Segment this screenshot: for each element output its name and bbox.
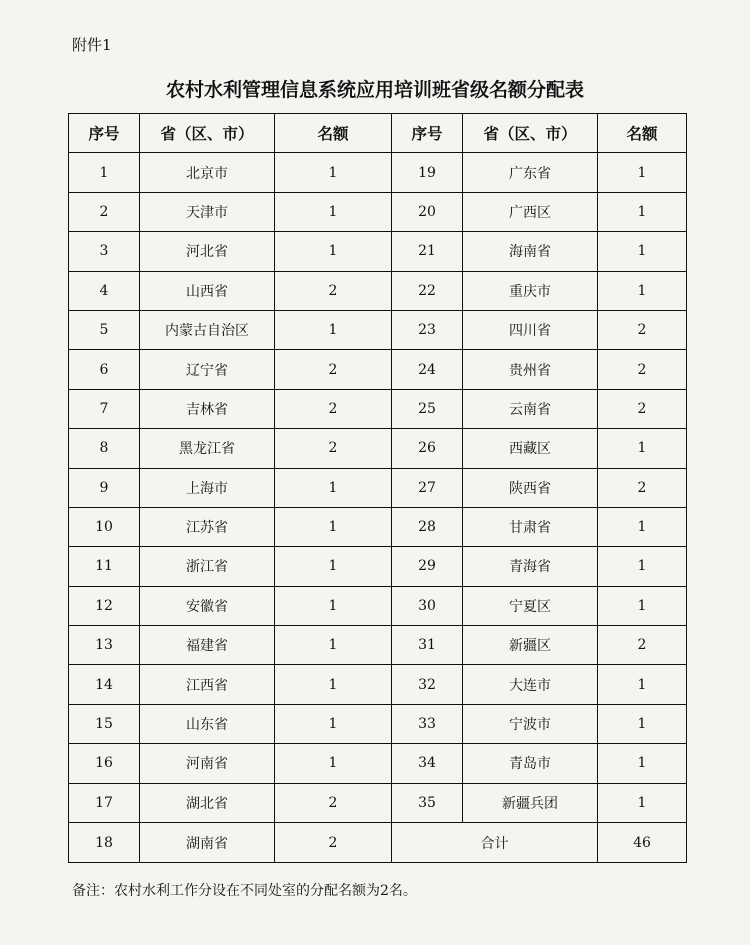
table-row — [69, 310, 687, 349]
quota-value: 2 — [275, 350, 392, 389]
region-name: 天津市 — [140, 192, 275, 231]
row-number: 2 — [69, 192, 140, 231]
row-number: 25 — [392, 389, 463, 428]
quota-value: 2 — [598, 350, 687, 389]
footnote: 备注：农村水利工作分设在不同处室的分配名额为2名。 — [72, 883, 417, 899]
header-region-left: 省（区、市） — [140, 114, 275, 153]
region-name: 北京市 — [140, 153, 275, 192]
region-name: 湖北省 — [140, 783, 275, 822]
quota-value: 2 — [598, 310, 687, 349]
region-name: 广东省 — [463, 153, 598, 192]
quota-value: 1 — [598, 744, 687, 783]
region-name: 重庆市 — [463, 271, 598, 310]
region-name: 山西省 — [140, 271, 275, 310]
row-number: 30 — [392, 586, 463, 625]
table-row — [69, 783, 687, 822]
row-number: 28 — [392, 507, 463, 546]
row-number: 33 — [392, 704, 463, 743]
table-row — [69, 665, 687, 704]
region-name: 内蒙古自治区 — [140, 310, 275, 349]
row-number: 31 — [392, 626, 463, 665]
region-name: 山东省 — [140, 704, 275, 743]
row-number: 8 — [69, 429, 140, 468]
quota-value: 1 — [598, 665, 687, 704]
region-name: 湖南省 — [140, 823, 275, 863]
region-name: 江苏省 — [140, 507, 275, 546]
region-name: 新疆区 — [463, 626, 598, 665]
quota-value: 1 — [598, 192, 687, 231]
row-number: 13 — [69, 626, 140, 665]
row-number: 5 — [69, 310, 140, 349]
region-name: 吉林省 — [140, 389, 275, 428]
row-number: 22 — [392, 271, 463, 310]
region-name: 上海市 — [140, 468, 275, 507]
row-number: 14 — [69, 665, 140, 704]
quota-value: 1 — [598, 153, 687, 192]
quota-value: 2 — [275, 823, 392, 863]
quota-value: 1 — [275, 547, 392, 586]
table-row — [69, 507, 687, 546]
quota-value: 2 — [275, 271, 392, 310]
region-name: 四川省 — [463, 310, 598, 349]
quota-value: 1 — [275, 665, 392, 704]
row-number: 17 — [69, 783, 140, 822]
table-row — [69, 350, 687, 389]
row-number: 29 — [392, 547, 463, 586]
region-name: 宁夏区 — [463, 586, 598, 625]
quota-value: 1 — [598, 586, 687, 625]
attachment-label: 附件1 — [72, 36, 112, 54]
row-number: 6 — [69, 350, 140, 389]
region-name: 青岛市 — [463, 744, 598, 783]
quota-value: 1 — [598, 704, 687, 743]
quota-value: 2 — [598, 626, 687, 665]
total-value: 46 — [598, 823, 687, 863]
region-name: 黑龙江省 — [140, 429, 275, 468]
row-number: 11 — [69, 547, 140, 586]
quota-value: 2 — [275, 429, 392, 468]
document-title: 农村水利管理信息系统应用培训班省级名额分配表 — [165, 79, 584, 101]
region-name: 云南省 — [463, 389, 598, 428]
table-header-row — [69, 114, 687, 153]
quota-value: 1 — [598, 547, 687, 586]
table-row — [69, 626, 687, 665]
quota-value: 2 — [598, 468, 687, 507]
row-number: 7 — [69, 389, 140, 428]
region-name: 贵州省 — [463, 350, 598, 389]
table-row — [69, 704, 687, 743]
row-number: 27 — [392, 468, 463, 507]
header-region-right: 省（区、市） — [463, 114, 598, 153]
row-number: 19 — [392, 153, 463, 192]
region-name: 西藏区 — [463, 429, 598, 468]
row-number: 9 — [69, 468, 140, 507]
table-row — [69, 153, 687, 192]
row-number: 1 — [69, 153, 140, 192]
table-row — [69, 389, 687, 428]
row-number: 10 — [69, 507, 140, 546]
region-name: 江西省 — [140, 665, 275, 704]
quota-table — [68, 113, 687, 863]
region-name: 福建省 — [140, 626, 275, 665]
region-name: 青海省 — [463, 547, 598, 586]
region-name: 大连市 — [463, 665, 598, 704]
quota-value: 1 — [598, 507, 687, 546]
table-row — [69, 192, 687, 231]
region-name: 河南省 — [140, 744, 275, 783]
quota-value: 1 — [275, 192, 392, 231]
header-no-right: 序号 — [392, 114, 463, 153]
row-number: 20 — [392, 192, 463, 231]
quota-value: 1 — [275, 704, 392, 743]
quota-value: 1 — [275, 310, 392, 349]
quota-value: 1 — [598, 429, 687, 468]
row-number: 18 — [69, 823, 140, 863]
region-name: 浙江省 — [140, 547, 275, 586]
table-row — [69, 271, 687, 310]
region-name: 广西区 — [463, 192, 598, 231]
total-label: 合计 — [392, 823, 598, 863]
row-number: 3 — [69, 232, 140, 271]
header-quota-left: 名额 — [275, 114, 392, 153]
row-number: 34 — [392, 744, 463, 783]
quota-value: 2 — [275, 389, 392, 428]
region-name: 甘肃省 — [463, 507, 598, 546]
row-number: 15 — [69, 704, 140, 743]
region-name: 宁波市 — [463, 704, 598, 743]
quota-value: 1 — [275, 468, 392, 507]
table-row — [69, 429, 687, 468]
header-quota-right: 名额 — [598, 114, 687, 153]
quota-value: 1 — [275, 586, 392, 625]
table-row — [69, 586, 687, 625]
region-name: 河北省 — [140, 232, 275, 271]
quota-value: 2 — [598, 389, 687, 428]
table-row — [69, 547, 687, 586]
quota-value: 1 — [275, 232, 392, 271]
quota-value: 1 — [275, 507, 392, 546]
row-number: 21 — [392, 232, 463, 271]
header-no-left: 序号 — [69, 114, 140, 153]
row-number: 35 — [392, 783, 463, 822]
row-number: 24 — [392, 350, 463, 389]
row-number: 23 — [392, 310, 463, 349]
quota-value: 1 — [598, 783, 687, 822]
quota-value: 1 — [275, 626, 392, 665]
region-name: 陕西省 — [463, 468, 598, 507]
table-row — [69, 468, 687, 507]
row-number: 16 — [69, 744, 140, 783]
quota-value: 1 — [275, 744, 392, 783]
row-number: 26 — [392, 429, 463, 468]
quota-value: 1 — [275, 153, 392, 192]
region-name: 海南省 — [463, 232, 598, 271]
quota-value: 2 — [275, 783, 392, 822]
region-name: 安徽省 — [140, 586, 275, 625]
quota-value: 1 — [598, 271, 687, 310]
quota-value: 1 — [598, 232, 687, 271]
row-number: 4 — [69, 271, 140, 310]
row-number: 32 — [392, 665, 463, 704]
region-name: 新疆兵团 — [463, 783, 598, 822]
table-row — [69, 744, 687, 783]
row-number: 12 — [69, 586, 140, 625]
region-name: 辽宁省 — [140, 350, 275, 389]
table-row — [69, 823, 687, 863]
table-row — [69, 232, 687, 271]
